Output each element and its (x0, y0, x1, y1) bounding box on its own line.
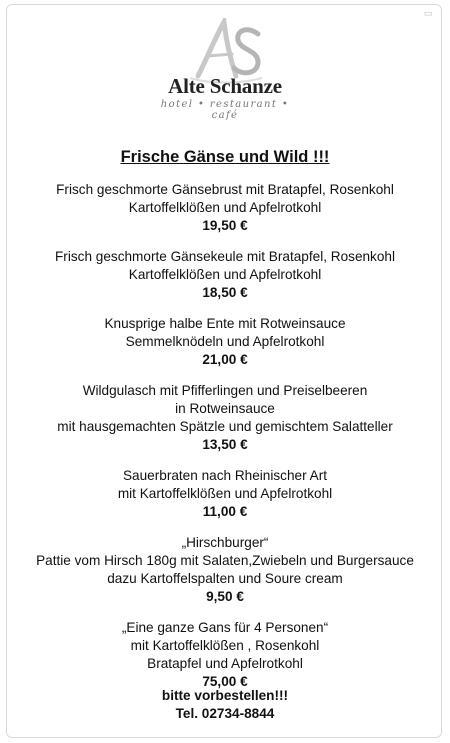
dish-description-line: „Hirschburger“ (181, 535, 269, 550)
dish-price: 13,50 € (202, 437, 248, 452)
phone-number: Tel. 02734-8844 (175, 706, 275, 721)
logo-name: Alte Schanze (168, 74, 282, 98)
dish-item (0, 467, 450, 521)
dish-description-line: Semmelknödeln und Apfelrotkohl (125, 334, 325, 349)
dish-description-line: Bratapfel und Apfelrotkohl (147, 656, 303, 671)
dish-description-line: Kartoffelklößen und Apfelrotkohl (128, 267, 322, 282)
logo (150, 18, 300, 123)
footer (0, 687, 450, 723)
dish-description-line: Pattie vom Hirsch 180g mit Salaten,Zwiebeln und Burgersauce (36, 553, 414, 568)
dish-description-line: dazu Kartoffelspalten und Soure cream (107, 571, 343, 586)
dish-price: 19,50 € (202, 218, 248, 233)
dish-item (0, 181, 450, 235)
menu-heading: Frische Gänse und Wild !!! (120, 148, 330, 166)
dish-price: 21,00 € (202, 352, 248, 367)
dish-price: 75,00 € (202, 674, 248, 689)
dish-price: 9,50 € (206, 589, 244, 604)
dish-description-line: Sauerbraten nach Rheinischer Art (122, 468, 328, 483)
dish-description-line: Knusprige halbe Ente mit Rotweinsauce (104, 316, 346, 331)
dish-description-line: mit Kartoffelklößen , Rosenkohl (130, 638, 320, 653)
dish-description-line: Wildgulasch mit Pfifferlingen und Preiselbeeren (82, 383, 368, 398)
dish-list (0, 181, 450, 704)
dish-description-line: Frisch geschmorte Gänsebrust mit Bratapfel, Rosenkohl (56, 182, 394, 197)
dish-description-line: „Eine ganze Gans für 4 Personen“ (121, 620, 329, 635)
dish-description-line: mit Kartoffelklößen und Apfelrotkohl (117, 486, 333, 501)
dish-item (0, 619, 450, 691)
dish-item (0, 315, 450, 369)
dish-description-line: Frisch geschmorte Gänsekeule mit Bratapfel, Rosenkohl (55, 249, 395, 264)
dish-item (0, 248, 450, 302)
dish-item (0, 534, 450, 606)
dish-price: 11,00 € (202, 504, 248, 519)
dish-description-line: in Rotweinsauce (175, 401, 275, 416)
dish-description-line: Kartoffelklößen und Apfelrotkohl (128, 200, 322, 215)
corner-fold-icon: ▭ (423, 9, 433, 19)
dish-item (0, 382, 450, 454)
dish-price: 18,50 € (202, 285, 248, 300)
dish-description-line: mit hausgemachten Spätzle und gemischtem Salatteller (57, 419, 393, 434)
logo-tagline: hotel • restaurant • café (160, 99, 290, 121)
preorder-note: bitte vorbestellen!!! (161, 688, 289, 703)
